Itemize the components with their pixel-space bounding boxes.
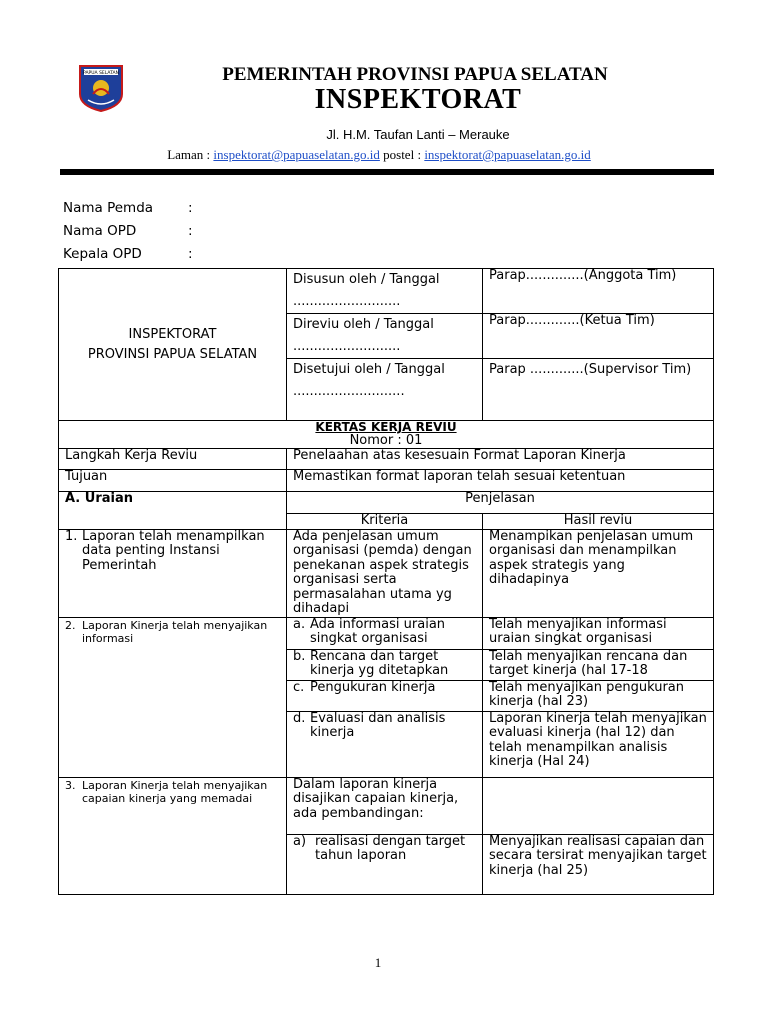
review-worksheet-table xyxy=(58,268,714,895)
kriteria-cell: Dalam laporan kinerja disajikan capaian kinerja, ada pembandingan: xyxy=(287,777,483,834)
kriteria-cell: d. Evaluasi dan analisis kinerja xyxy=(287,711,483,777)
laman-label: Laman : xyxy=(167,147,211,162)
header-divider xyxy=(60,169,714,175)
uraian-item: 3. Laporan Kinerja telah menyajikan capaian kinerja yang memadai xyxy=(59,777,287,894)
signoff-parap: Parap..............(Anggota Tim) xyxy=(483,269,714,314)
emblem-text: PAPUA SELATAN xyxy=(83,71,119,76)
meta-sep: : xyxy=(188,246,193,262)
hasil-cell: Telah menyajikan informasi uraian singkat organisasi xyxy=(483,617,714,649)
uraian-item: 1. Laporan telah menampilkan data penting Instansi Pemerintah xyxy=(59,529,287,617)
table-row xyxy=(59,617,714,649)
signoff-row xyxy=(59,269,714,314)
signoff-org xyxy=(59,269,287,421)
postel-label: postel : xyxy=(383,147,422,162)
langkah-row xyxy=(59,449,714,470)
uraian-item: 2. Laporan Kinerja telah menyajikan informasi xyxy=(59,617,287,777)
table-row xyxy=(59,529,714,617)
kriteria-cell: Ada penjelasan umum organisasi (pemda) dengan penekanan aspek strategis organisasi serta permasalahan utama yg dihadapi xyxy=(287,529,483,617)
tujuan-row xyxy=(59,470,714,492)
kriteria-cell: b. Rencana dan target kinerja yg ditetapkan xyxy=(287,649,483,680)
government-title: PEMERINTAH PROVINSI PAPUA SELATAN xyxy=(222,64,608,85)
langkah-value: Penelaahan atas kesesuain Format Laporan Kinerja xyxy=(287,449,714,470)
signoff-by: Direviu oleh / Tanggal .......................... xyxy=(287,314,483,359)
hasil-cell: Telah menyajikan rencana dan target kinerja (hal 17-18 xyxy=(483,649,714,680)
penjelasan-header: Penjelasan xyxy=(287,492,714,514)
worksheet-number: Nomor : 01 xyxy=(349,433,423,448)
uraian-label: A. Uraian xyxy=(59,492,287,530)
hasil-cell: Telah menyajikan pengukuran kinerja (hal 23) xyxy=(483,680,714,711)
signoff-by: Disetujui oleh / Tanggal ........................... xyxy=(287,359,483,421)
laman-link[interactable]: inspektorat@papuaselatan.go.id xyxy=(213,147,380,162)
hasil-cell: Menampikan penjelasan umum organisasi dan menampilkan aspek strategis yang dihadapinya xyxy=(483,529,714,617)
org-name: INSPEKTORAT xyxy=(128,326,217,342)
address: Jl. H.M. Taufan Lanti – Merauke xyxy=(326,127,510,142)
worksheet-title-row xyxy=(59,421,714,449)
uraian-header-row xyxy=(59,492,714,514)
meta-row-kepala xyxy=(63,246,193,262)
contact-line xyxy=(0,147,758,163)
meta-sep: : xyxy=(188,200,193,216)
agency-title: INSPEKTORAT xyxy=(314,84,522,115)
meta-row-pemda xyxy=(63,200,193,216)
meta-row-opd xyxy=(63,223,193,239)
worksheet-title: KERTAS KERJA REVIU xyxy=(315,420,457,434)
meta-label: Kepala OPD xyxy=(63,246,142,262)
kriteria-header: Kriteria xyxy=(287,514,483,530)
postel-link[interactable]: inspektorat@papuaselatan.go.id xyxy=(424,147,591,162)
kriteria-cell: a. Ada informasi uraian singkat organisasi xyxy=(287,617,483,649)
hasil-cell: Laporan kinerja telah menyajikan evaluasi kinerja (hal 12) dan telah menampilkan analisis kinerja (Hal 24) xyxy=(483,711,714,777)
meta-label: Nama OPD xyxy=(63,223,137,239)
kriteria-cell: a) realisasi dengan target tahun laporan xyxy=(287,834,483,894)
meta-label: Nama Pemda xyxy=(63,200,154,216)
kriteria-cell: c. Pengukuran kinerja xyxy=(287,680,483,711)
signoff-parap: Parap .............(Supervisor Tim) xyxy=(483,359,714,421)
hasil-cell xyxy=(483,777,714,834)
signoff-parap: Parap.............(Ketua Tim) xyxy=(483,314,714,359)
org-province: PROVINSI PAPUA SELATAN xyxy=(87,346,258,362)
hasil-cell: Menyajikan realisasi capaian dan secara tersirat menyajikan target kinerja (hal 25) xyxy=(483,834,714,894)
table-row xyxy=(59,777,714,834)
meta-sep: : xyxy=(188,223,193,239)
hasil-header: Hasil reviu xyxy=(483,514,714,530)
tujuan-value: Memastikan format laporan telah sesuai ketentuan xyxy=(287,470,714,492)
langkah-label: Langkah Kerja Reviu xyxy=(59,449,287,470)
signoff-by: Disusun oleh / Tanggal .......................... xyxy=(287,269,483,314)
tujuan-label: Tujuan xyxy=(59,470,287,492)
page-number: 1 xyxy=(374,955,382,970)
